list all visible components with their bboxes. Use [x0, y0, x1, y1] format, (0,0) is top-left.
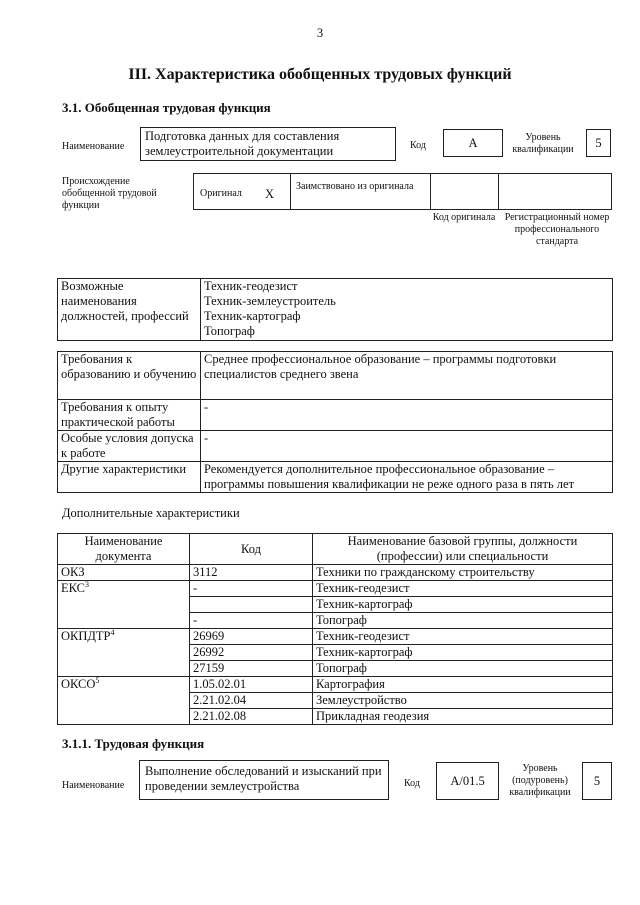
positions-list — [201, 279, 613, 341]
reg-number-caption: Регистрационный номер профессионального стандарта — [504, 212, 610, 247]
doc-title: Техники по гражданскому строительству — [313, 565, 613, 581]
req-experience-value: - — [201, 400, 613, 431]
doc-title: Топограф — [313, 613, 613, 629]
doc-code: - — [190, 581, 313, 597]
additional-col3: Наименование базовой группы, должности (профессии) или специальности — [313, 534, 613, 565]
req-education-value: Среднее профессиональное образование – программы подготовки специалистов среднего звена — [201, 352, 613, 400]
req-conditions-label: Особые условия допуска к работе — [58, 431, 201, 462]
doc-code — [190, 597, 313, 613]
req-other-label: Другие характеристики — [58, 462, 201, 493]
doc-name: ОКСО$^5$ — [58, 677, 190, 725]
tf-level-label: Уровень (подуровень) квалификации — [509, 763, 571, 798]
gtf-level-value: 5 — [586, 129, 611, 157]
tf-level-value: 5 — [582, 762, 612, 800]
position-item: Техник-землеустроитель — [204, 294, 336, 308]
origin-code-caption: Код оригинала — [432, 212, 496, 223]
additional-table — [57, 533, 613, 725]
position-item: Техник-геодезист — [204, 279, 298, 293]
tf-heading: 3.1.1. Трудовая функция — [62, 736, 205, 751]
doc-title: Землеустройство — [313, 693, 613, 709]
additional-col2: Код — [190, 534, 313, 565]
doc-title: Техник-геодезист — [313, 629, 613, 645]
tf-code-label: Код — [404, 778, 420, 789]
origin-original-mark: X — [265, 187, 275, 201]
gtf-code-value: A — [443, 129, 503, 157]
doc-title: Техник-картограф — [313, 597, 613, 613]
tf-code-value: A/01.5 — [436, 762, 499, 800]
doc-code: 1.05.02.01 — [190, 677, 313, 693]
section-title: III. Характеристика обобщенных трудовых функций — [128, 66, 512, 83]
gtf-name-label: Наименование — [62, 141, 125, 152]
gtf-code-label: Код — [410, 140, 426, 151]
doc-name: ЕКС$^3$ — [58, 581, 190, 629]
doc-code: 2.21.02.08 — [190, 709, 313, 725]
req-conditions-value: - — [201, 431, 613, 462]
doc-code: 2.21.02.04 — [190, 693, 313, 709]
doc-name: ОКПДТР$^4$ — [58, 629, 190, 677]
doc-code: - — [190, 613, 313, 629]
doc-name: ОКЗ — [58, 565, 190, 581]
gtf-heading: 3.1. Обобщенная трудовая функция — [62, 100, 271, 115]
doc-code: 3112 — [190, 565, 313, 581]
doc-title: Техник-картограф — [313, 645, 613, 661]
tf-name-value: Выполнение обследований и изысканий при проведении землеустройства — [139, 760, 389, 800]
doc-title: Топограф — [313, 661, 613, 677]
gtf-name-value: Подготовка данных для составления землеустроительной документации — [140, 127, 396, 161]
doc-code: 26992 — [190, 645, 313, 661]
positions-label: Возможные наименования должностей, профессий — [58, 279, 201, 341]
req-other-value: Рекомендуется дополнительное профессиональное образование – программы повышения квалификации не реже одного раза в пять лет — [201, 462, 613, 493]
page-number: 3 — [316, 26, 324, 40]
doc-title: Прикладная геодезия — [313, 709, 613, 725]
additional-col1: Наименование документа — [58, 534, 190, 565]
req-education-label: Требования к образованию и обучению — [58, 352, 201, 400]
doc-title: Техник-геодезист — [313, 581, 613, 597]
origin-original-label: Оригинал — [200, 188, 242, 199]
position-item: Техник-картограф — [204, 309, 301, 323]
position-item: Топограф — [204, 324, 255, 338]
requirements-table — [57, 351, 613, 493]
origin-borrowed-label: Заимствовано из оригинала — [296, 181, 414, 192]
req-experience-label: Требования к опыту практической работы — [58, 400, 201, 431]
tf-name-label: Наименование — [62, 780, 125, 791]
positions-table — [57, 278, 613, 341]
additional-heading: Дополнительные характеристики — [62, 506, 240, 520]
doc-code: 26969 — [190, 629, 313, 645]
gtf-level-label: Уровень квалификации — [512, 132, 574, 155]
doc-code: 27159 — [190, 661, 313, 677]
doc-title: Картография — [313, 677, 613, 693]
gtf-origin-label: Происхождение обобщенной трудовой функции — [62, 176, 157, 211]
origin-table — [193, 173, 612, 210]
